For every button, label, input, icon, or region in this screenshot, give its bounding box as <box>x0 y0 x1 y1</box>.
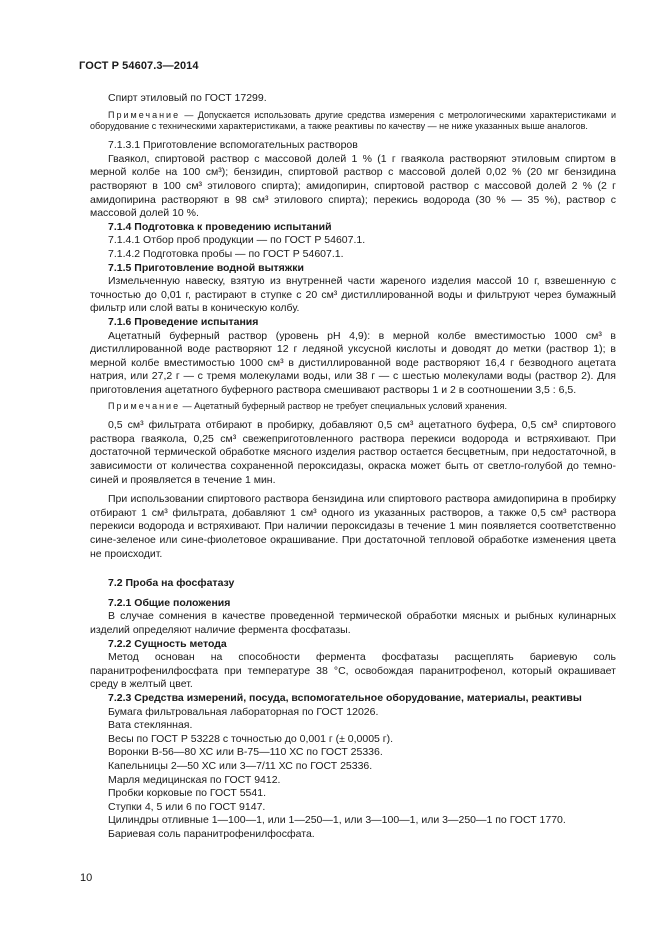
paragraph-7-1-4-2: 7.1.4.2 Подготовка пробы — по ГОСТ Р 54607.1. <box>108 247 344 260</box>
list-item: Бумага фильтровальная лабораторная по ГОСТ 12026. <box>108 705 379 718</box>
heading-7-1-5: 7.1.5 Приготовление водной вытяжки <box>108 261 304 274</box>
note-2-text: — Ацетатный буферный раствор не требует специальных условий хранения. <box>182 401 507 412</box>
document-body <box>90 92 616 841</box>
paragraph-filtrate: 0,5 см³ фильтрата отбирают в пробирку, добавляют 0,5 см³ ацетатного буфера, 0,5 см³ спиртового раствора гваякола, 0,25 см³ свежеприготовленного раствора перекиси водорода и встряхивают. При достаточной термической обработке мясного изделия раствор остается бесцветным, при недостаточной, в зависимости от количества сохраненной пероксидазы, окраска может быть от светло-голубой до темно-синей и проявляется в течение 1 мин. <box>90 419 616 486</box>
paragraph-7-2-2: Метод основан на способности фермента фосфатазы расщеплять бариевую соль паранитрофенилфосфата при температуре 38 °С, освобождая паранитрофенол, который окрашивает среду в желтый цвет. <box>90 651 616 691</box>
list-item: Бариевая соль паранитрофенилфосфата. <box>108 827 315 840</box>
heading-7-2: 7.2 Проба на фосфатазу <box>108 577 235 590</box>
note-2 <box>90 401 616 413</box>
list-item: Вата стеклянная. <box>108 719 193 732</box>
list-item: Пробки корковые по ГОСТ 5541. <box>108 787 266 800</box>
paragraph-buffer: Ацетатный буферный раствор (уровень pH 4,9): в мерной колбе вместимостью 1000 см³ в дистиллированной воде растворяют 12 г ледяной уксусной кислоты и доводят до метки (раствор 1); в мерной колбе вместимостью 1000 см³ в дистиллированной воде растворяют 16,4 г безводного ацетата натрия, или 27,2 г — с тремя молекулами воды, или 38 г — с шестью молекулами воды (раствор 2). Для приготовления ацетатного буферного раствора смешивают растворы 1 и 2 в соотношении 3,5 : 6,5. <box>90 329 616 396</box>
paragraph-solutions: Гваякол, спиртовой раствор с массовой долей 1 % (1 г гваякола растворяют этиловым спиртом в мерной колбе на 100 см³); бензидин, спиртовой раствор с массовой долей 0,02 % (20 мг бензидина растворяют в 100 см³ этилового спирта); амидопирин, спиртовой раствор с массовой долей 2 % (2 г амидопирина растворяют в 98 см³ этилового спирта); перекись водорода (30 % — 35 %), раствор с массовой долей 10 %. <box>90 152 616 220</box>
note-1 <box>90 110 616 134</box>
list-item: Марля медицинская по ГОСТ 9412. <box>108 773 281 786</box>
heading-7-1-4: 7.1.4 Подготовка к проведению испытаний <box>108 220 332 233</box>
paragraph-benzidine: При использовании спиртового раствора бензидина или спиртового раствора амидопирина в пробирку отбирают 1 см³ фильтрата, добавляют 1 см³ одного из указанных растворов, а также 0,5 см³ раствора перекиси водорода и встряхивают. При наличии пероксидазы в течение 1 мин появляется соответственно сине-зеленое или сине-фиолетовое окрашивание. При достаточной тепловой обработке изменения цвета не происходит. <box>90 493 616 560</box>
list-item: Капельницы 2—50 ХС или 3—7/11 ХС по ГОСТ 25336. <box>108 759 373 772</box>
list-item: Ступки 4, 5 или 6 по ГОСТ 9147. <box>108 800 266 813</box>
heading-7-1-3-1: 7.1.3.1 Приготовление вспомогательных растворов <box>108 139 358 152</box>
list-item: Весы по ГОСТ Р 53228 с точностью до 0,001 г (± 0,0005 г). <box>108 732 394 745</box>
heading-7-2-3: 7.2.3 Средства измерений, посуда, вспомогательное оборудование, материалы, реактивы <box>108 691 582 704</box>
page-header: ГОСТ Р 54607.3—2014 <box>79 60 199 72</box>
paragraph-7-1-4-1: 7.1.4.1 Отбор проб продукции — по ГОСТ Р 54607.1. <box>108 234 366 247</box>
heading-7-2-1: 7.2.1 Общие положения <box>108 596 231 609</box>
paragraph-7-2-1: В случае сомнения в качестве проведенной термической обработки мясных и рыбных кулинарных изделий определяют наличие фермента фосфатазы. <box>90 610 616 636</box>
note-1-label: Примечание <box>108 109 181 120</box>
note-1-text: — Допускается использовать другие средства измерения с метрологическими характеристиками и оборудование с техническими характеристиками, а также реактивы по качеству — не ниже указанных выше аналогов. <box>90 109 616 132</box>
paragraph-extract: Измельченную навеску, взятую из внутренней части жареного изделия массой 10 г, взвешенную с точностью до 0,01 г, растирают в ступке с 20 см³ дистиллированной воды и фильтруют через бумажный фильтр или слой ваты в коническую колбу. <box>90 275 616 315</box>
heading-7-2-2: 7.2.2 Сущность метода <box>108 637 227 650</box>
paragraph-alcohol: Спирт этиловый по ГОСТ 17299. <box>108 92 267 104</box>
note-2-label: Примечание <box>108 401 181 412</box>
list-item: Цилиндры отливные 1—100—1, или 1—250—1, или 3—100—1, или 3—250—1 по ГОСТ 1770. <box>108 814 566 827</box>
page-number: 10 <box>80 872 93 884</box>
heading-7-1-6: 7.1.6 Проведение испытания <box>108 315 259 328</box>
list-item: Воронки В-56—80 ХС или В-75—110 ХС по ГОСТ 25336. <box>108 746 383 759</box>
